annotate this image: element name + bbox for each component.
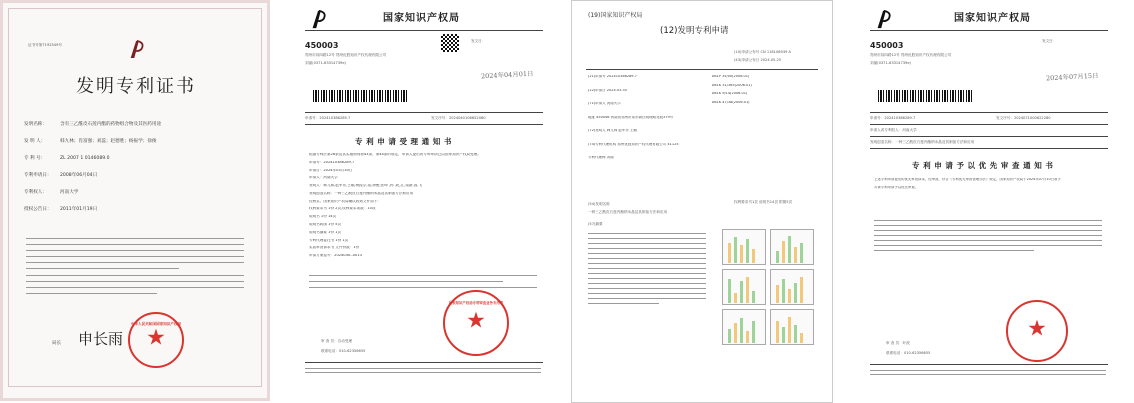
signature-label: 局长	[52, 341, 62, 346]
holder-label: 专利权人：	[24, 190, 47, 195]
abstract-figure	[770, 269, 814, 305]
seal-star-icon: ★	[146, 325, 166, 351]
notice-line: 权利要求书 1份 2页,权利要求项数：10项	[309, 207, 376, 211]
priority-exam-notice	[856, 0, 1122, 401]
abstract-label: (57)摘要	[588, 222, 603, 226]
postcode: 450003	[870, 41, 904, 50]
notice-line: 发明创造名称：一种三乙酰皮石莲内酯纳米晶及其制备方法和应用	[309, 191, 414, 195]
invention-title-label: (54)发明名称	[588, 202, 610, 206]
bibliographic-field: (72)发明人 韩九林 赵军东 王顺	[588, 129, 638, 132]
patent-number-value: ZL 2007 1 0146089.0	[60, 156, 110, 161]
grant-date-value: 2011年01月19日	[60, 207, 98, 212]
ipc-class: A61K 47/38(2006.01)	[712, 100, 750, 104]
contact-phone: 刘丽(0371-63314739e)	[870, 61, 911, 65]
review-seal: 国家知识产权局专利审查业务专用章 ★	[443, 290, 509, 356]
abstract-figure	[722, 229, 766, 265]
acceptance-notice	[291, 0, 557, 401]
notice-body	[874, 178, 1106, 193]
applicant: 申请人或专利权人：河南大学	[870, 128, 917, 132]
notice-line: 申请日：2024年03月30日	[309, 168, 353, 172]
examiner-phone: 联系电话：010-62356655	[321, 349, 366, 353]
inventor-label: 发 明 人：	[24, 139, 46, 144]
postcode: 450003	[305, 41, 339, 50]
certificate-number: 证书号第7192549号	[28, 43, 62, 47]
header-rule	[305, 30, 543, 31]
notice-body	[309, 153, 539, 262]
application-number: 申请号：202410386289.7	[870, 116, 916, 120]
notice-line: 上述专利申请提出的优先审查请求，经审查，符合《专利优先审查管理办法》规定，国家知识产权局于2024年07月10日准予	[874, 178, 1061, 181]
seal-star-icon: ★	[1027, 316, 1047, 342]
bibliographic-field: 专利代理师 刘丽	[588, 156, 614, 159]
seal-star-icon: ★	[466, 308, 486, 334]
date-label: 发文日：	[471, 39, 486, 43]
abstract-text	[588, 233, 706, 308]
bibliographic-field: (22)申请日 2024.03.30	[588, 88, 627, 92]
cnipa-logo-icon	[873, 8, 895, 30]
application-number: 申请号：202410386289.7	[305, 116, 351, 120]
footer-text	[870, 370, 1106, 378]
invention-name: 发明创造名称：一种三乙酰皮石莲内酯纳米晶及其制备方法和应用	[870, 140, 975, 144]
examiner: 审 查 员：叶波	[886, 341, 910, 345]
date-stamp: 2024年07月15日	[1045, 71, 1099, 83]
notice-line: 专利代理委托书 1份 1页	[309, 238, 349, 242]
ipc-class: A61K 31/365(2006.01)	[712, 83, 752, 87]
notice-line: 申请方案卷号：2024040--0013	[309, 254, 362, 258]
document-number: 发文序号：2024040106652060	[431, 116, 486, 120]
abstract-figure	[722, 269, 766, 305]
holder-value: 河南大学	[60, 190, 79, 195]
page-count-footer: 权利要求书1页 说明书14页 附图5页	[734, 200, 793, 204]
notice-line: 经核实，国家知识产权局确认收到文件如下：	[309, 199, 381, 203]
contact-phone: 刘丽(0371-63314739e)	[305, 61, 346, 65]
notice-footnotes	[309, 275, 537, 293]
classification-codes	[712, 75, 812, 109]
notice-line: 说明书摘要 1份 1页	[309, 230, 342, 234]
bibliographic-fields	[588, 75, 703, 170]
ipc-class: A61P 35/00(2006.01)	[712, 75, 750, 78]
barcode	[313, 90, 408, 102]
patent-certificate	[0, 0, 270, 401]
invention-title: 一种三乙酰皮石莲内酯纳米晶及其制备方法和应用	[588, 210, 668, 214]
office-name: (19)国家知识产权局	[588, 12, 643, 19]
office-header: 国家知识产权局	[383, 13, 460, 24]
director-signature: 申长雨	[78, 330, 124, 348]
bibliographic-field: (74)专利代理机构 郑州优胜知识产权代理有限公司 41125	[588, 142, 679, 146]
notice-line: 发明人：韩九林,赵军东,王顺,杨振学,梁,徐俊,张坤 ,孙 ,乾,江,梁新,国,飞	[309, 184, 423, 188]
office-header: 国家知识产权局	[954, 13, 1031, 24]
bibliographic-field: (21)申请号 202410386289.7	[588, 75, 637, 78]
patent-number-label: 专 利 号：	[24, 156, 46, 161]
barcode	[878, 90, 973, 102]
notice-line: 根据专利法第28条及其实施细则第43条、第44条的规定，申请人提出的专利申请已由国家知识产权局受理。	[309, 153, 481, 156]
examiner: 审 查 员：自动受理	[321, 339, 353, 343]
examiner-phone: 联系电话：010-62356655	[886, 351, 931, 355]
cnipa-logo-icon	[308, 8, 330, 30]
abstract-figure	[722, 309, 766, 345]
ipc-class: A61K 9/14(2006.01)	[712, 92, 748, 95]
publication-date: (43)申请公布日 2024.05.25	[734, 58, 782, 62]
filing-date-value: 2008年06月04日	[60, 173, 98, 178]
patent-application	[571, 0, 833, 403]
notice-line: 申请号：202410386289.7	[309, 160, 355, 164]
notice-footnotes	[874, 220, 1102, 255]
date-stamp: 2024年04月01日	[480, 69, 534, 81]
inventor-value: 韩九林；肖富强；刘蕊；赵德胜；杨振学；徐俊	[60, 139, 157, 144]
notice-line: 说明书附图 1份 5页	[309, 223, 342, 227]
notice-line: 申请人：河南大学	[309, 176, 338, 180]
abstract-figure	[770, 229, 814, 265]
address: 郑州市纬四路12号 郑州优胜知识产权代理有限公司	[305, 53, 387, 57]
grant-date-label: 授权公告日：	[24, 207, 52, 212]
notice-line: 对该专利申请予以优先审查。	[874, 185, 919, 189]
cnipa-logo-icon	[128, 38, 146, 60]
office-seal	[1006, 300, 1068, 362]
bibliographic-field: (71)申请人 河南大学	[588, 102, 621, 105]
certificate-body-text	[26, 238, 244, 299]
bibliographic-field: 地址 450046 河南省郑州市郑东新区明理路北段379号	[588, 115, 674, 119]
name-label: 发明名称：	[24, 122, 47, 127]
name-value: 含有三乙酰皮石莲内酯的药物组合物及其医药用途	[60, 122, 162, 127]
notice-line: 实质审查请求书 文件份数：1份	[309, 246, 360, 250]
footer-text	[305, 368, 541, 376]
document-number: 发文序号：2024071000622280	[996, 116, 1051, 120]
publication-number: (10)申请公布号 CN 118108939 A	[734, 50, 792, 54]
address: 郑州市纬四路12号 郑州优胜知识产权代理有限公司	[870, 53, 952, 57]
filing-date-label: 专利申请日：	[24, 173, 52, 178]
notice-line: 说明书 1份 14页	[309, 215, 337, 219]
notice-title: 专 利 申 请 予 以 优 先 审 查 通 知 书	[912, 161, 1054, 170]
notice-title: 专 利 申 请 受 理 通 知 书	[355, 137, 452, 146]
certificate-title: 发明专利证书	[76, 76, 196, 97]
date-label: 发文日：	[1042, 39, 1057, 43]
abstract-figure	[770, 309, 814, 345]
qr-code	[441, 34, 459, 52]
publication-kind: (12)发明专利申请	[660, 26, 729, 36]
certificate-seal: 中华人民共和国国家知识产权局 ★	[128, 312, 184, 368]
